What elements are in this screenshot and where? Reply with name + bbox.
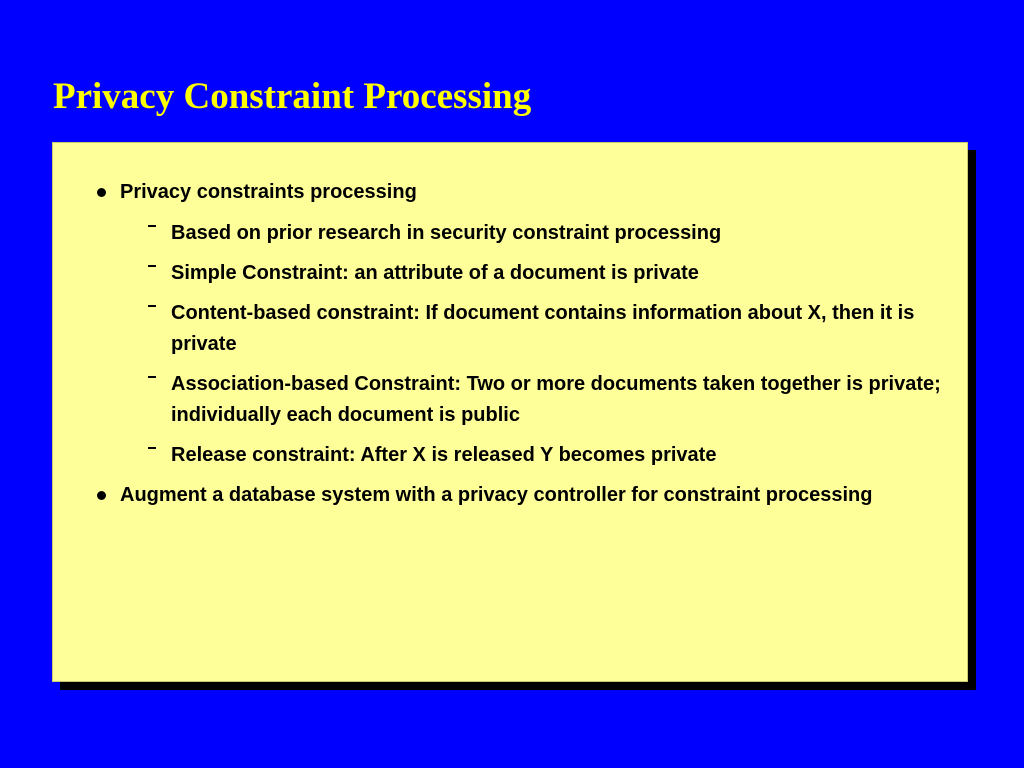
bullet-text: Augment a database system with a privacy controller for constraint processing [120,484,873,506]
dash-icon [148,447,156,449]
sub-bullet-item [120,298,943,360]
sub-bullet-text: Release constraint: After X is released Y becomes private [171,444,717,466]
content-box [52,142,968,682]
dash-icon [148,305,156,307]
bullet-item [53,480,967,511]
sub-bullet-list [120,218,943,471]
bullet-dot-icon [97,188,106,197]
sub-bullet-text: Content-based constraint: If document contains information about X, then it is private [171,302,915,355]
dash-icon [148,225,156,227]
sub-bullet-item [120,218,943,249]
bullet-list [53,177,967,519]
sub-bullet-item [120,369,943,431]
dash-icon [148,265,156,267]
sub-bullet-text: Based on prior research in security constraint processing [171,222,722,244]
bullet-dot-icon [97,491,106,500]
bullet-item [53,177,967,471]
slide-title: Privacy Constraint Processing [53,76,532,117]
sub-bullet-text: Association-based Constraint: Two or more documents taken together is private; individually each document is public [171,373,941,426]
dash-icon [148,376,156,378]
sub-bullet-item [120,258,943,289]
bullet-text: Privacy constraints processing [120,181,417,203]
sub-bullet-item [120,440,943,471]
sub-bullet-text: Simple Constraint: an attribute of a document is private [171,262,699,284]
